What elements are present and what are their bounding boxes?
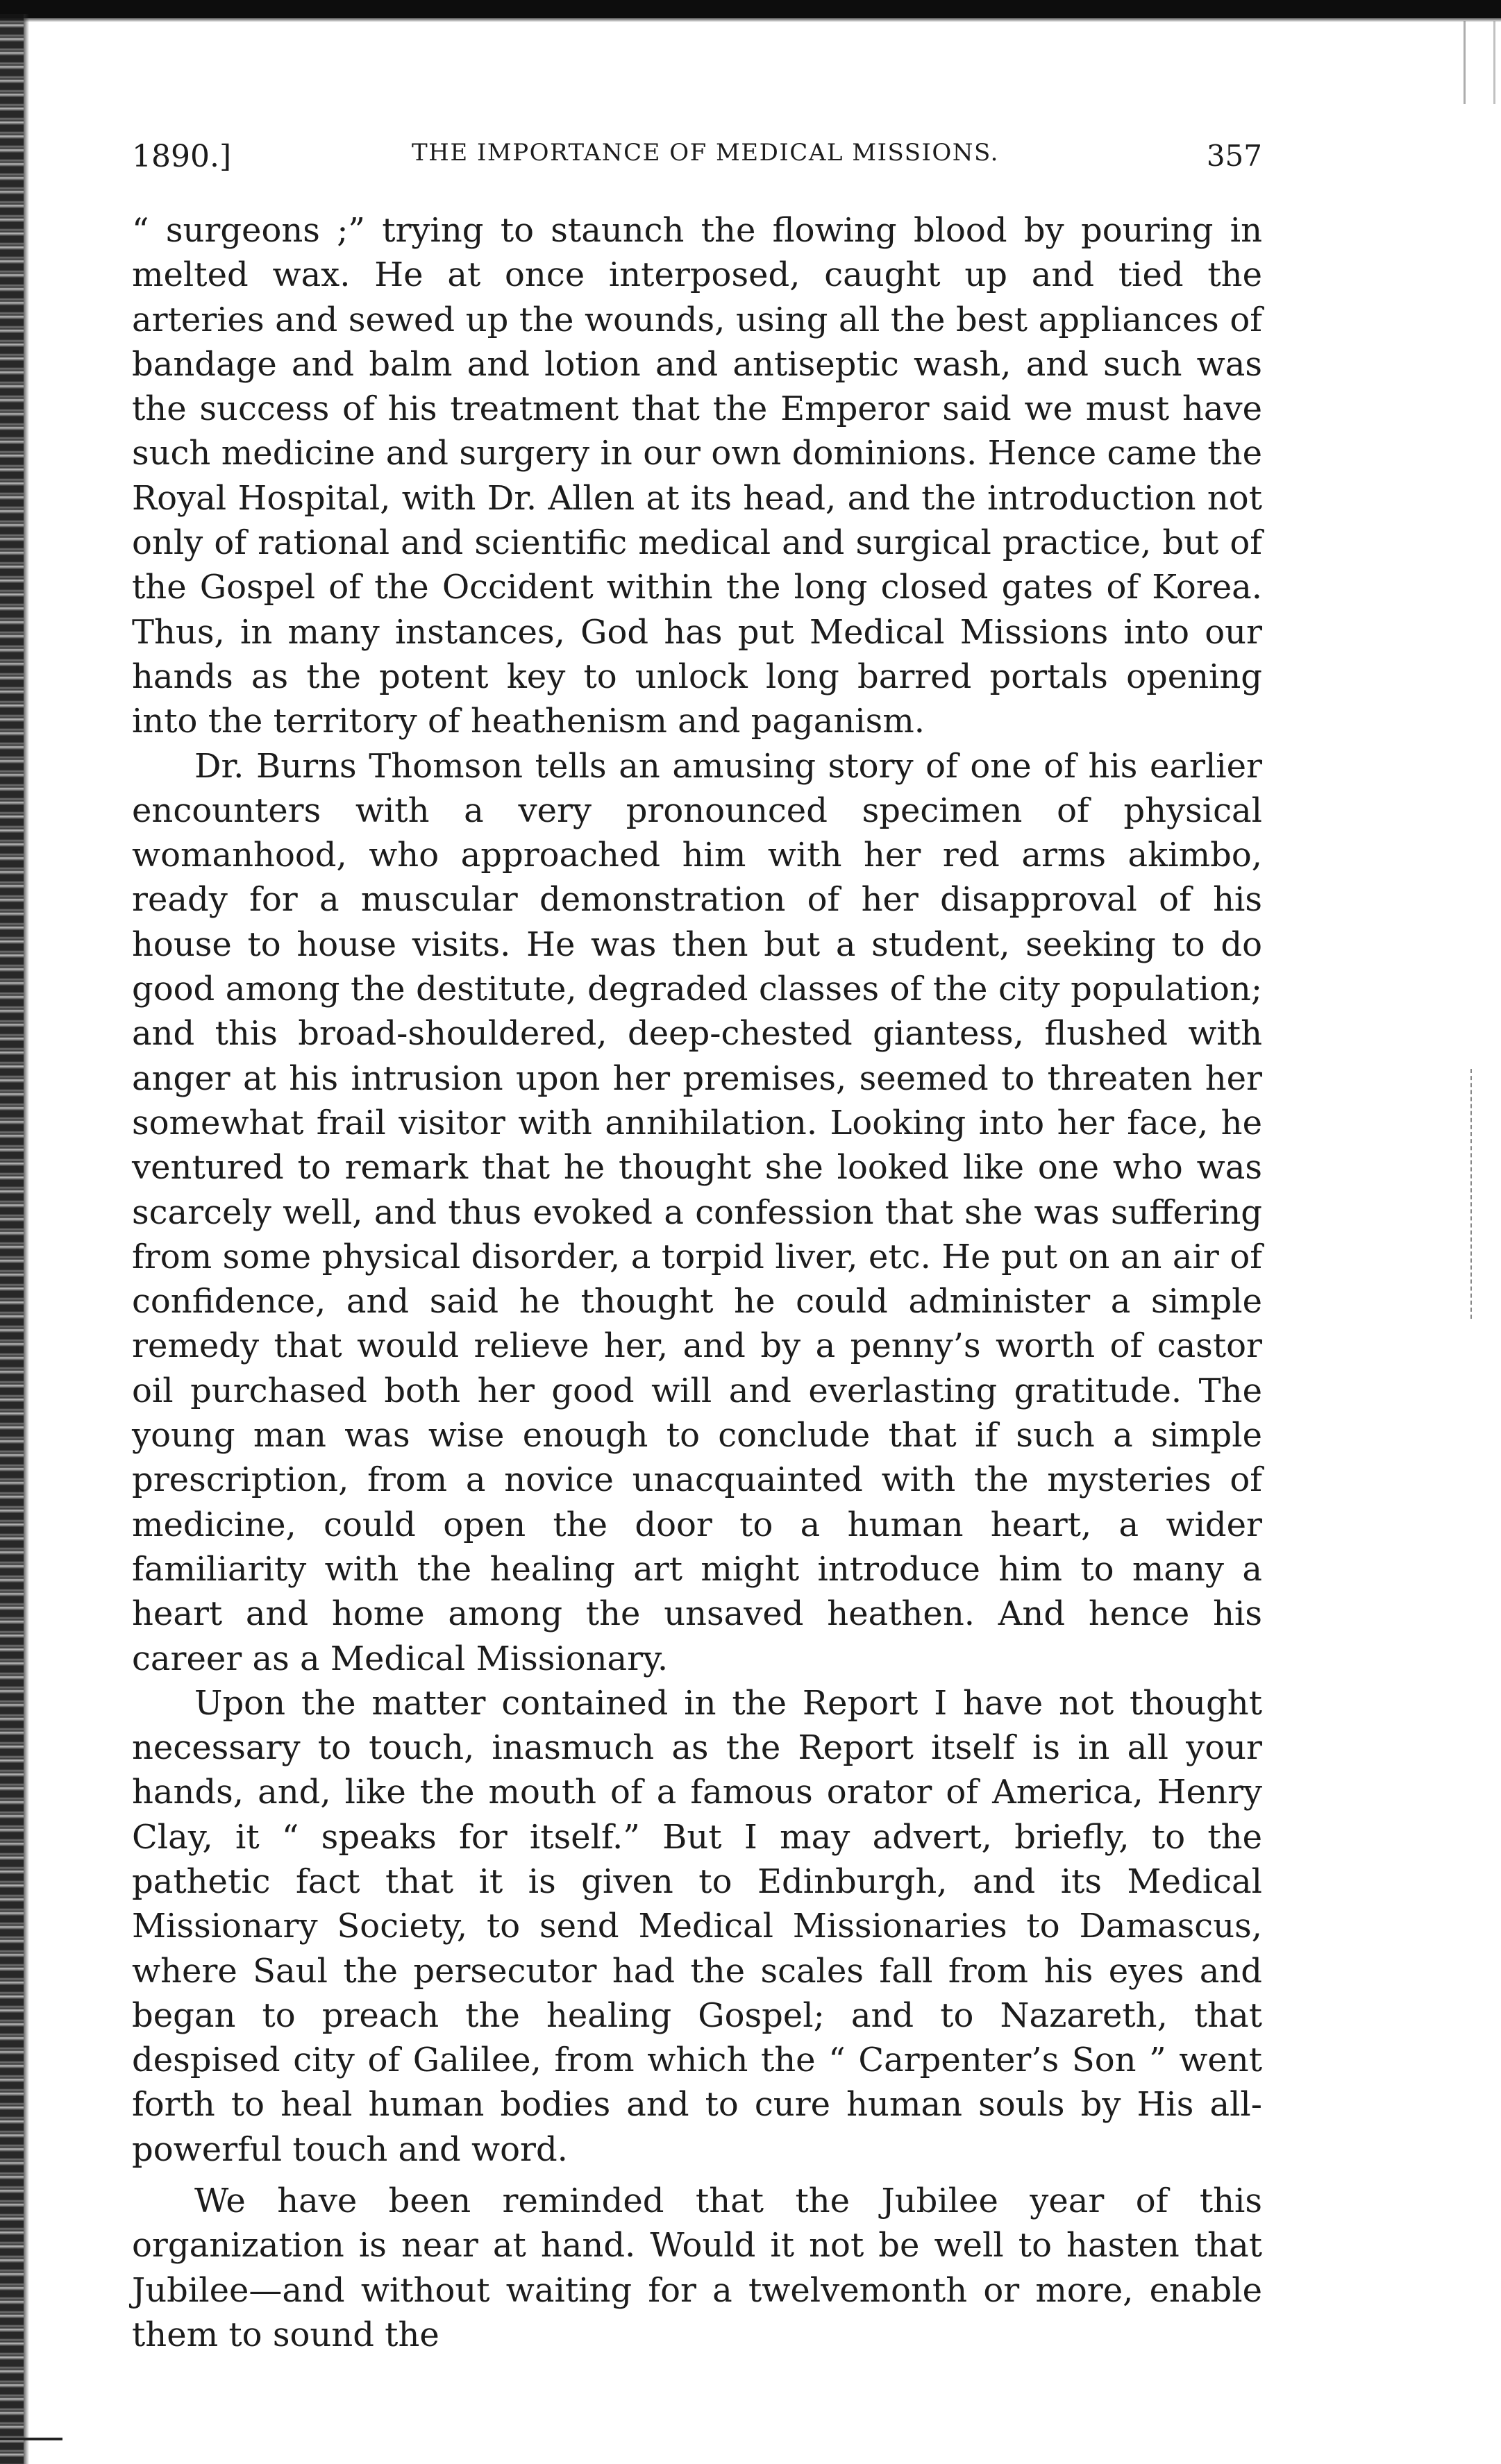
running-title: THE IMPORTANCE OF MEDICAL MISSIONS. xyxy=(412,139,999,167)
scan-binding-shadow xyxy=(24,14,29,2464)
paragraph-report: Upon the matter contained in the Report I have not thought necessary to touch, inasmuch as the Report itself is in all your hands, and, like the mouth of a famous orator of America, Henry Clay, it “ speaks for itself.” But I may advert, briefly, to the pathetic fact that it is given to Edinburgh, and its Medical Missionary Society, to send Medical Missionaries to Damascus, where Saul the persecutor had the scales fall from his eyes and began to preach the healing Gospel; and to Nazareth, that despised city of Galilee, from which the “ Carpenter’s Son ” went forth to heal human bodies and to cure human souls by His all-powerful touch and word. xyxy=(132,1683,1262,2169)
body-text xyxy=(132,208,1262,2357)
scan-top-border xyxy=(0,0,1501,18)
page-number: 357 xyxy=(1206,139,1262,173)
scan-margin-mark xyxy=(1464,21,1495,104)
scan-binding-edge xyxy=(0,14,24,2464)
page-header xyxy=(132,139,1262,180)
paragraph-burns-thomson: Dr. Burns Thomson tells an amusing story of one of his earlier encounters with a very pronounced specimen of physical womanhood, who approached him with her red arms akimbo, ready for a muscular demonstration of her disapproval of his house to house visits. He was then but a student, seeking to do good among the destitute, degraded classes of the city population; and this broad-shouldered, deep-chested giantess, flushed with anger at his intrusion upon her premises, seemed to threaten her somewhat frail visitor with annihilation. Looking into her face, he ventured to remark that he thought she looked like one who was scarcely well, and thus evoked a confession that she was suffering from some physical disorder, a torpid liver, etc. He put on an air of confidence, and said he thought he could administer a simple remedy that would relieve her, and by a penny’s worth of castor oil purchased both her good will and everlasting gratitude. The young man was wise enough to conclude that if such a simple prescription, from a novice unacquainted with the mysteries of medicine, could open the door to a human heart, a wider familiarity with the healing art might introduce him to many a heart and home among the unsaved heathen. And hence his career as a Medical Missionary. xyxy=(132,746,1262,1678)
paragraph-jubilee: We have been reminded that the Jubilee year of this organization is near at hand. Would it not be well to hasten that Jubilee—and without waiting for a twelvemonth or more, enable them to sound the xyxy=(132,2182,1262,2354)
header-year: 1890.] xyxy=(132,139,232,174)
paragraph-continued: “ surgeons ;” trying to staunch the flowing blood by pouring in melted wax. He at once interposed, caught up and tied the arteries and sewed up the wounds, using all the best appliances of bandage and balm and lotion and antiseptic wash, and such was the success of his treatment that the Emperor said we must have such medicine and surgery in our own dominions. Hence came the Royal Hospital, with Dr. Allen at its head, and the introduction not only of rational and scientific medical and surgical practice, but of the Gospel of the Occident within the long closed gates of Korea. Thus, in many instances, God has put Medical Missions into our hands as the potent key to unlock long barred portals opening into the territory of heathenism and paganism. xyxy=(132,211,1262,741)
scan-top-shadow xyxy=(0,18,1501,22)
scan-bottom-mark xyxy=(0,2438,62,2440)
margin-annotation-marks xyxy=(1470,1069,1493,1319)
